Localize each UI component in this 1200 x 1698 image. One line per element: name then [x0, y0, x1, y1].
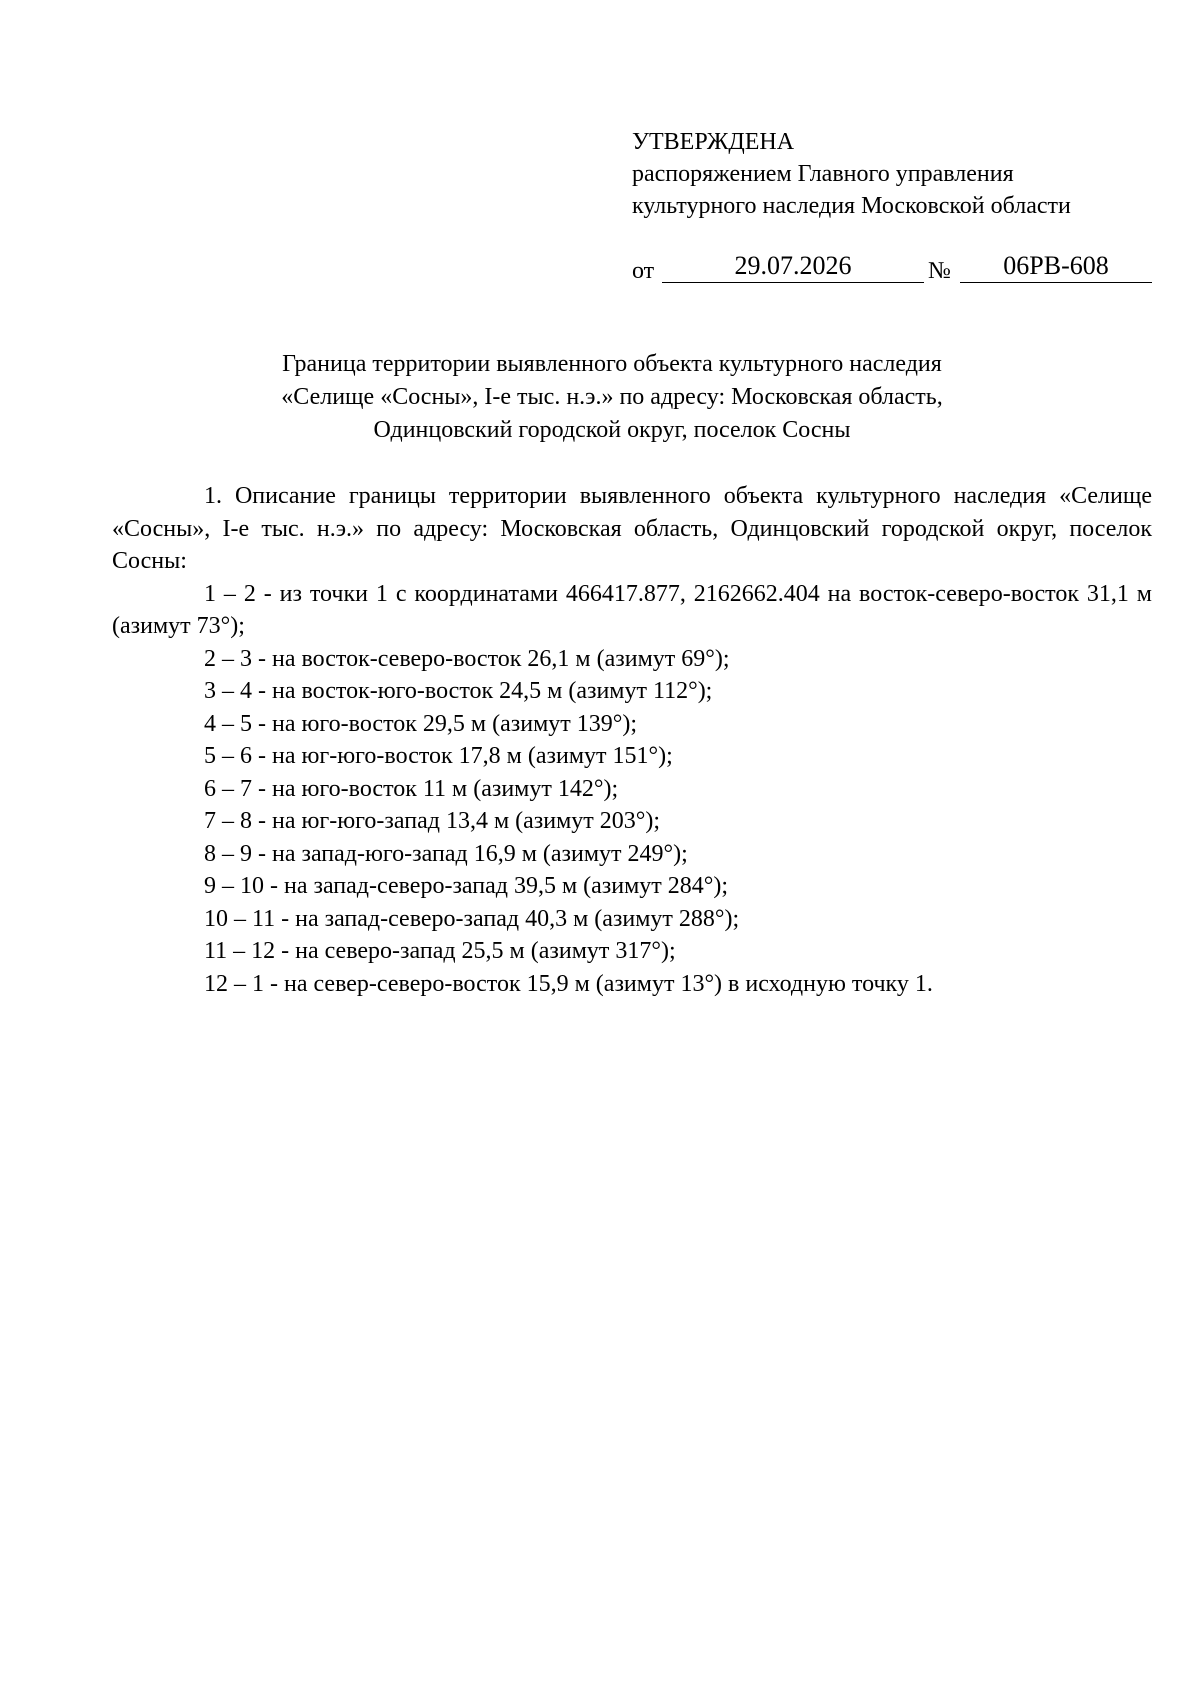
- title-line-3: Одинцовский городской округ, поселок Сосны: [373, 417, 851, 443]
- date-label: от: [632, 258, 655, 284]
- document-number: 06РВ-608: [960, 252, 1152, 283]
- approval-line-1: распоряжением Главного управления: [632, 161, 1014, 187]
- boundary-segment: 12 – 1 - на север-северо-восток 15,9 м (азимут 13°) в исходную точку 1.: [204, 970, 933, 997]
- boundary-segment: 3 – 4 - на восток-юго-восток 24,5 м (азимут 112°);: [204, 678, 713, 704]
- section-intro: 1. Описание границы территории выявленного объекта культурного наследия «Селище «Сосны», I-е тыс. н.э.» по адресу: Московская область, Одинцовский городской округ, поселок Сосны:: [112, 483, 1152, 574]
- document-title: [112, 348, 1112, 447]
- document-body: [112, 480, 1152, 1000]
- registration-row: [632, 252, 1152, 288]
- boundary-segment: 11 – 12 - на северо-запад 25,5 м (азимут 317°);: [204, 938, 676, 964]
- boundary-segment: 4 – 5 - на юго-восток 29,5 м (азимут 139°);: [204, 710, 637, 737]
- boundary-segment: 5 – 6 - на юг-юго-восток 17,8 м (азимут 151°);: [204, 743, 673, 769]
- approval-heading: УТВЕРЖДЕНА: [632, 129, 795, 155]
- title-line-1: Граница территории выявленного объекта культурного наследия: [282, 351, 942, 377]
- boundary-segment: 8 – 9 - на запад-юго-запад 16,9 м (азимут 249°);: [204, 840, 688, 867]
- boundary-segment: 6 – 7 - на юго-восток 11 м (азимут 142°);: [204, 775, 619, 802]
- boundary-segment: 10 – 11 - на запад-северо-запад 40,3 м (азимут 288°);: [204, 905, 740, 932]
- approval-line-2: культурного наследия Московской области: [632, 193, 1071, 219]
- boundary-segment: 1 – 2 - из точки 1 с координатами 466417.877, 2162662.404 на восток-северо-восток 31,1 м (азимут 73°);: [112, 580, 1152, 639]
- boundary-segment: 2 – 3 - на восток-северо-восток 26,1 м (азимут 69°);: [204, 645, 730, 672]
- number-label: №: [928, 258, 951, 284]
- title-line-2: «Селище «Сосны», I-е тыс. н.э.» по адресу: Московская область,: [281, 384, 943, 410]
- boundary-segment: 9 – 10 - на запад-северо-запад 39,5 м (азимут 284°);: [204, 873, 729, 899]
- approval-stamp: [632, 126, 1152, 222]
- document-date: 29.07.2026: [662, 252, 924, 283]
- boundary-segment: 7 – 8 - на юг-юго-запад 13,4 м (азимут 203°);: [204, 808, 661, 834]
